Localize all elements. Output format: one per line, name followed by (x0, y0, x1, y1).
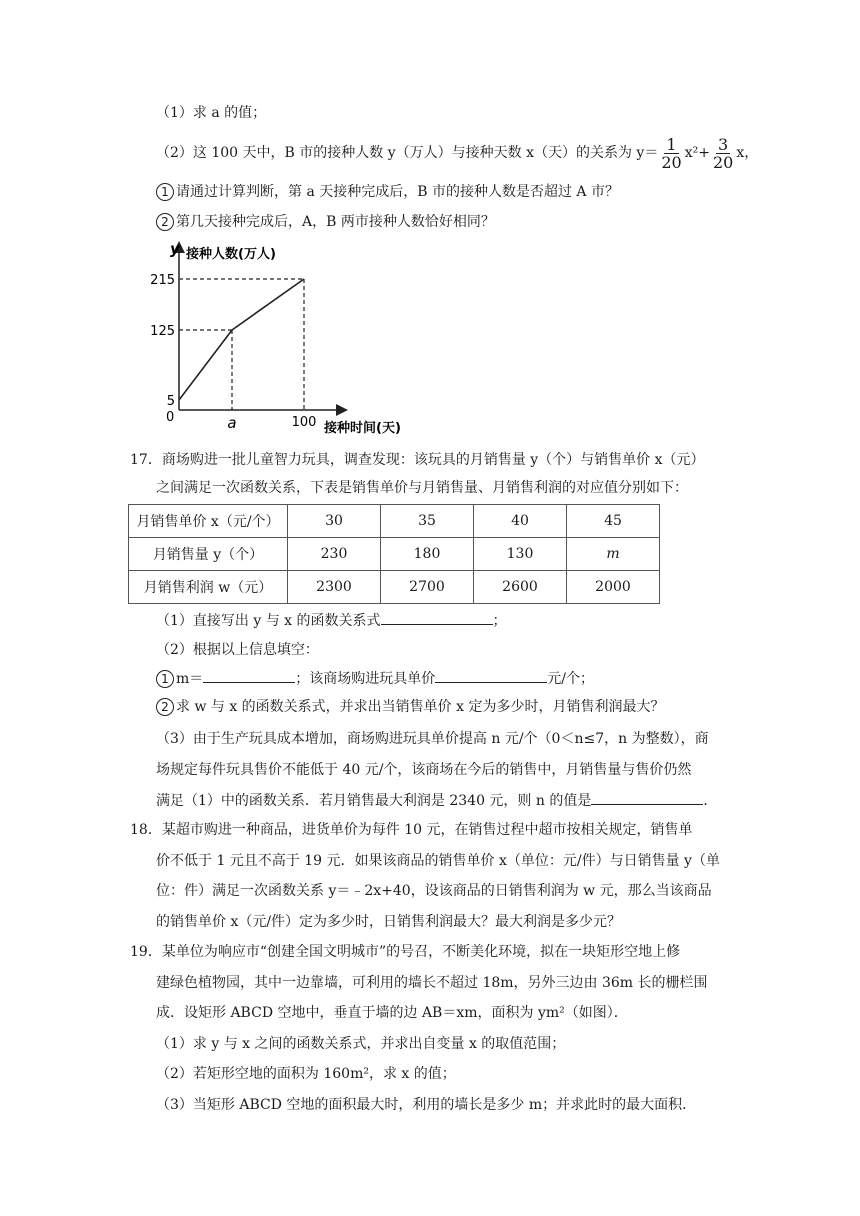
vaccination-line-chart (150, 238, 410, 438)
y-letter: y (170, 240, 180, 258)
circled-number-1: 1 (156, 670, 174, 688)
q18-line3: 位：件）满足一次函数关系 y＝﹣2x+40，设该商品的日销售利润为 w 元，那么当该商品 (156, 883, 712, 899)
q16-part2-text: （2）这 100 天中，B 市的接种人数 y（万人）与接种天数 x（天）的关系为 y＝ (156, 145, 659, 161)
q17-sub1: 1 m＝ ；该商场购进玩具单价 元/个； (156, 668, 594, 689)
sales-table (128, 504, 660, 604)
q17-line1: 17．商场购进一批儿童智力玩具，调查发现：该玩具的月销售量 y（个）与销售单价 x（元） (130, 452, 705, 468)
x-squared: x²+ (684, 145, 710, 161)
q17-sub2: 2 求 w 与 x 的函数关系式，并求出当销售单价 x 定为多少时，月销售利润最大？ (156, 697, 664, 717)
q16-part1: （1）求 a 的值； (156, 105, 267, 121)
answer-blank-cost[interactable] (435, 668, 547, 683)
table-cell: 130 (474, 538, 567, 571)
x-axis-label: 接种时间(天) (324, 421, 401, 436)
y-tick-label: 5 (166, 394, 175, 409)
q19-part3: （3）当矩形 ABCD 空地的面积最大时，利用的墙长是多少 m；并求此时的最大面积． (156, 1097, 697, 1113)
q16-sub1: 1 请通过计算判断，第 a 天接种完成后，B 市的接种人数是否超过 A 市？ (156, 182, 619, 202)
origin-label: 0 (166, 410, 175, 425)
q18-line4: 的销售单价 x（元/件）定为多少时，日销售利润最大？最大利润是多少元？ (156, 914, 622, 930)
q16-part2 (156, 135, 758, 171)
y-tick-label: 215 (150, 273, 175, 288)
q19-part2: （2）若矩形空地的面积为 160m²，求 x 的值； (156, 1066, 456, 1082)
q19-part1: （1）求 y 与 x 之间的函数关系式，并求出自变量 x 的取值范围； (156, 1036, 566, 1052)
table-header-profit: 月销售利润 w（元） (129, 571, 288, 604)
table-cell: 2300 (288, 571, 381, 604)
answer-blank[interactable] (381, 610, 493, 625)
series-segment (179, 330, 232, 400)
q17-part1: （1）直接写出 y 与 x 的函数关系式 ； (156, 610, 507, 631)
q16-part2-end: x， (736, 145, 759, 161)
circled-number-2: 2 (156, 213, 174, 231)
x-tick-label: a (227, 414, 237, 432)
fraction-1-20: $\frac{1}{20}$ (661, 134, 682, 172)
table-cell: 230 (288, 538, 381, 571)
answer-blank-n[interactable] (591, 790, 703, 805)
table-row (129, 505, 660, 538)
circled-number-2: 2 (156, 698, 174, 716)
table-row (129, 538, 660, 571)
fraction-3-20: $\frac{3}{20}$ (712, 134, 734, 172)
table-cell: 30 (288, 505, 381, 538)
table-cell: 2600 (474, 571, 567, 604)
x-tick-label: 100 (291, 415, 317, 430)
q18-line2: 价不低于 1 元且不高于 19 元．如果该商品的销售单价 x（单位：元/件）与日销售量 y（单 (156, 853, 720, 869)
q19-line2: 建绿色植物园，其中一边靠墙，可利用的墙长不超过 18m，另外三边由 36m 长的栅栏围 (156, 975, 708, 991)
table-cell: 35 (381, 505, 474, 538)
q18-line1: 18．某超市购进一种商品，进货单价为每件 10 元，在销售过程中超市按相关规定，销售单 (130, 822, 693, 838)
q19-line1: 19．某单位为响应市“创建全国文明城市”的号召，不断美化环境，拟在一块矩形空地上修 (130, 944, 681, 960)
table-cell: 40 (474, 505, 567, 538)
q16-sub2: 2 第几天接种完成后，A，B 两市接种人数恰好相同？ (156, 212, 495, 232)
q17-line2: 之间满足一次函数关系，下表是销售单价与月销售量、月销售利润的对应值分别如下： (156, 480, 688, 496)
table-cell: m (567, 538, 660, 571)
table-header-price: 月销售单价 x（元/个） (129, 505, 288, 538)
table-row (129, 571, 660, 604)
y-tick-label: 125 (150, 324, 175, 339)
answer-blank-m[interactable] (203, 668, 295, 683)
q17-part3-line1: （3）由于生产玩具成本增加，商场购进玩具单价提高 n 元/个（0＜n≤7，n 为整数），商 (156, 731, 709, 747)
table-cell: 45 (567, 505, 660, 538)
q17-part3-line2: 场规定每件玩具售价不能低于 40 元/个，该商场在今后的销售中，月销售量与售价仍然 (156, 762, 692, 778)
q17-part3-line3: 满足（1）中的函数关系．若月销售最大利润是 2340 元，则 n 的值是 ． (156, 790, 717, 811)
y-axis-label: 接种人数(万人) (186, 247, 276, 262)
table-header-volume: 月销售量 y（个） (129, 538, 288, 571)
table-cell: 2700 (381, 571, 474, 604)
circled-number-1: 1 (156, 183, 174, 201)
table-cell: 2000 (567, 571, 660, 604)
series-segment (232, 279, 304, 330)
q19-line3: 成．设矩形 ABCD 空地中，垂直于墙的边 AB＝xm，面积为 ym²（如图）． (156, 1005, 628, 1021)
table-cell: 180 (381, 538, 474, 571)
q17-part2: （2）根据以上信息填空： (156, 642, 319, 658)
